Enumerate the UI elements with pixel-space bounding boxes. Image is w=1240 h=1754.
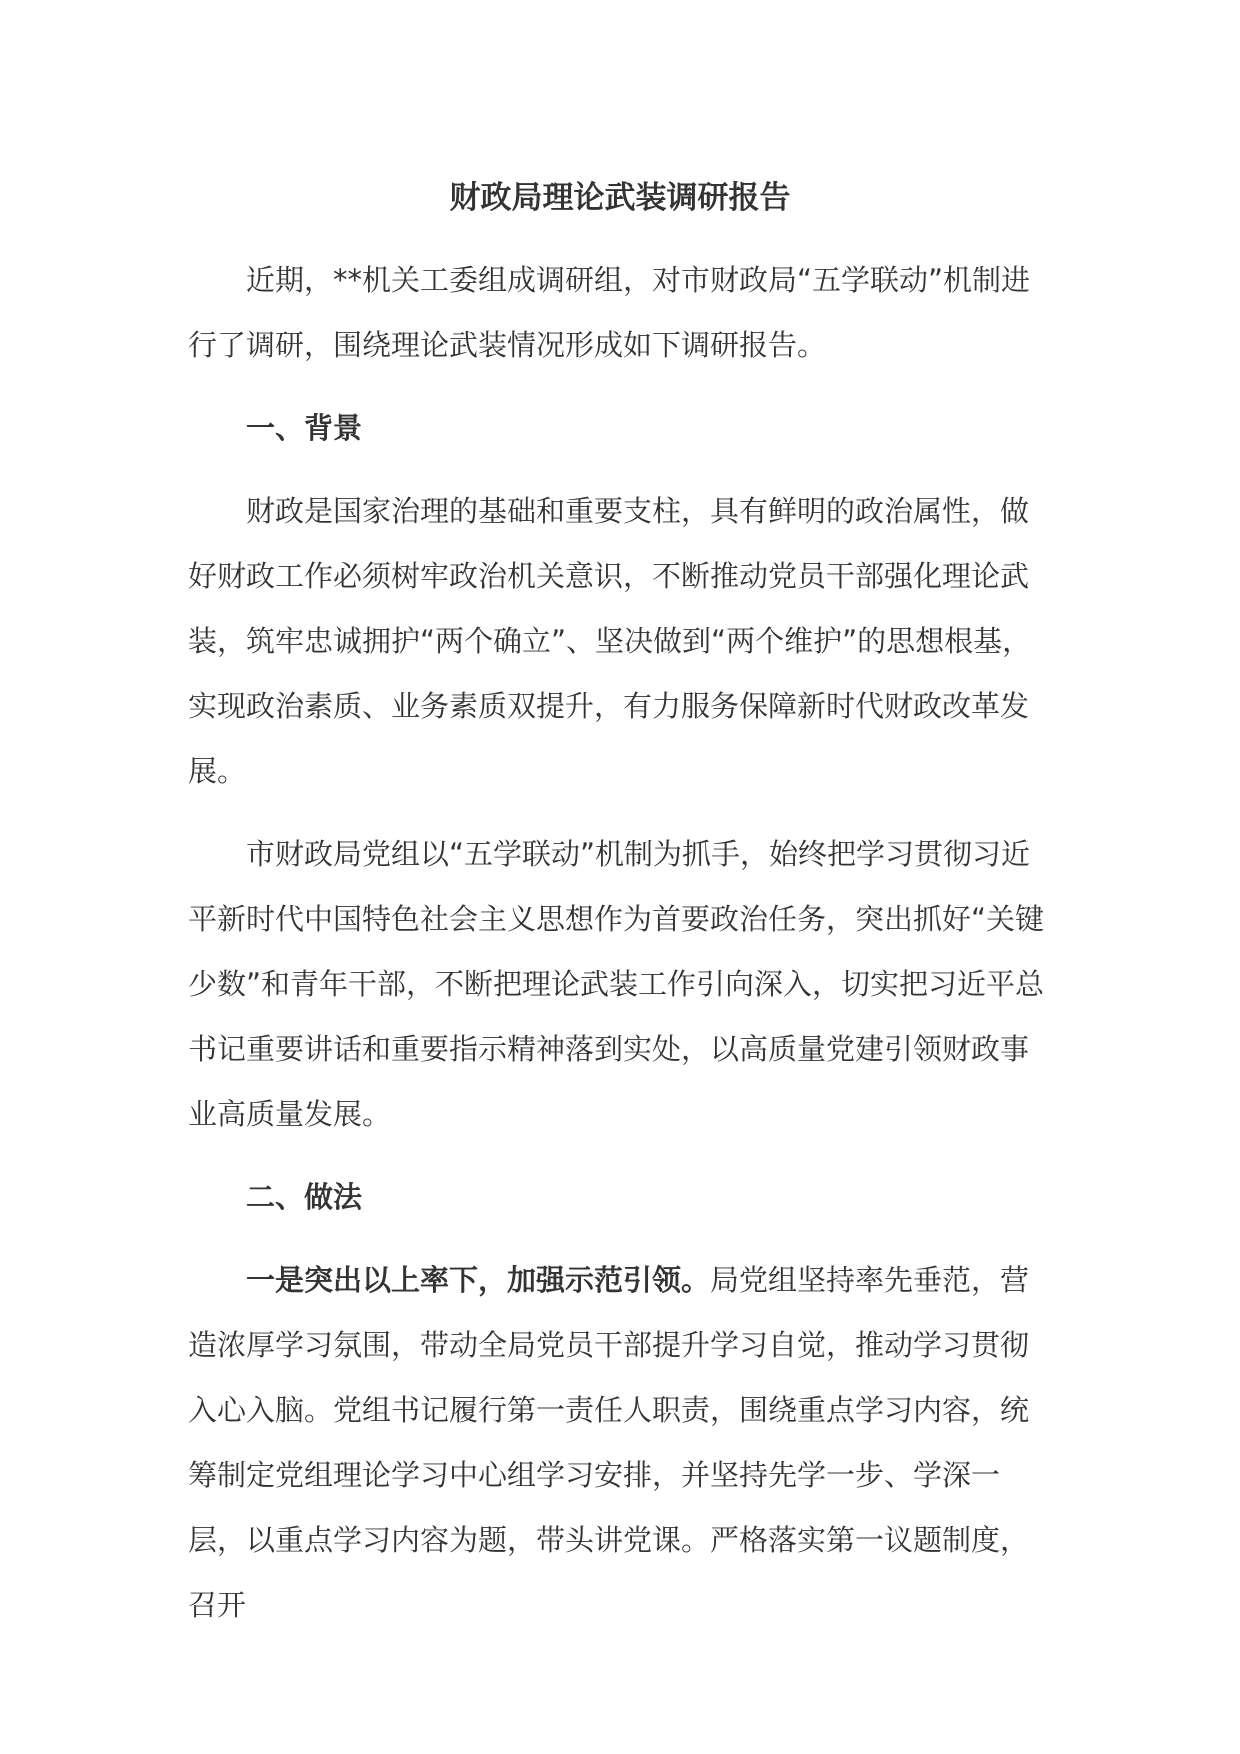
document-body (188, 248, 1050, 1656)
methods-point-1-text: 局党组坚持率先垂范，营造浓厚学习氛围，带动全局党员干部提升学习自觉，推动学习贯彻入心入脑。党组书记履行第一责任人职责，围绕重点学习内容，统筹制定党组理论学习中心组学习安排，并坚持先学一步、学深一层，以重点学习内容为题，带头讲党课。严格落实第一议题制度，召开 (188, 1263, 1030, 1622)
section-heading-background: 一、背景 (246, 411, 363, 445)
document-title: 财政局理论武装调研报告 (449, 180, 791, 216)
methods-paragraph-1 (188, 1248, 1050, 1638)
intro-paragraph: 近期，**机关工委组成调研组，对市财政局“五学联动”机制进行了调研，围绕理论武装情况形成如下调研报告。 (188, 263, 1031, 362)
section-heading-methods: 二、做法 (246, 1180, 363, 1214)
background-paragraph-2: 市财政局党组以“五学联动”机制为抓手，始终把学习贯彻习近平新时代中国特色社会主义思想作为首要政治任务，突出抓好“关键少数”和青年干部，不断把理论武装工作引向深入，切实把习近平总书记重要讲话和重要指示精神落到实处，以高质量党建引领财政事业高质量发展。 (188, 837, 1045, 1131)
background-paragraph-1: 财政是国家治理的基础和重要支柱，具有鲜明的政治属性，做好财政工作必须树牢政治机关意识，不断推动党员干部强化理论武装，筑牢忠诚拥护“两个确立”、坚决做到“两个维护”的思想根基，实现政治素质、业务素质双提升，有力服务保障新时代财政改革发展。 (188, 494, 1032, 788)
methods-point-1-lead: 一是突出以上率下，加强示范引领。 (246, 1263, 711, 1297)
